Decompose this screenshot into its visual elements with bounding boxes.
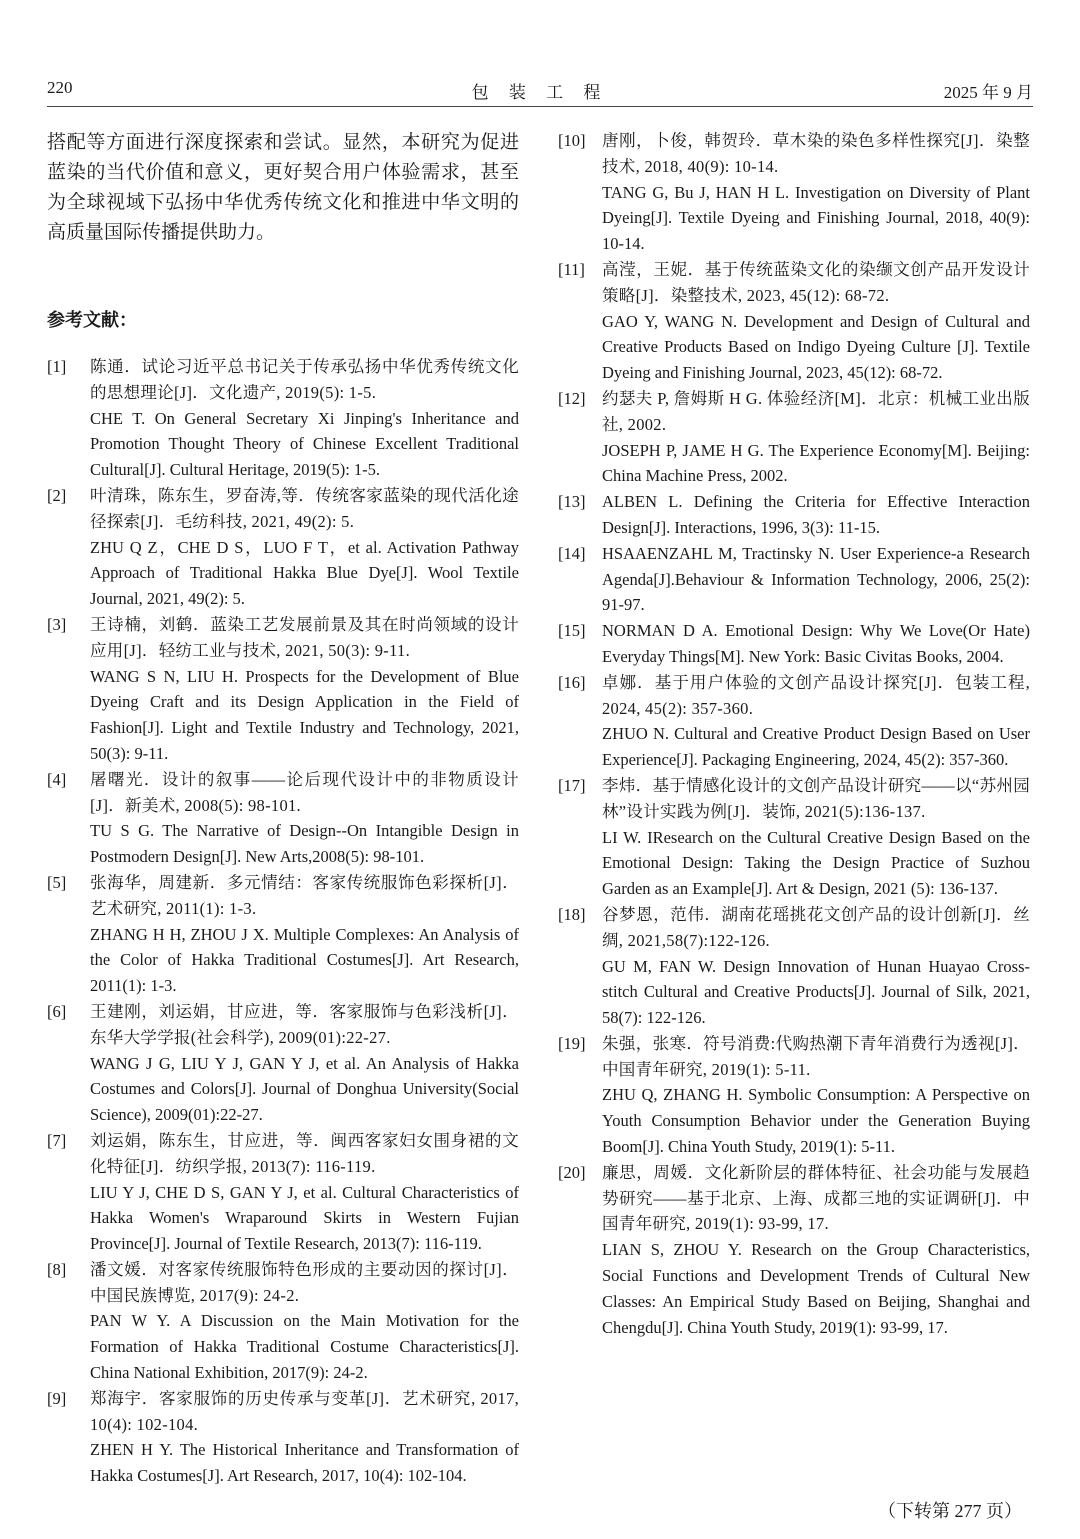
reference-english: TANG G, Bu J, HAN H L. Investigation on Diversity of Plant Dyeing[J]. Textile Dyeing and Finishing Journal, 2018, 40(9): 10-14. [602, 182, 1030, 254]
reference-number: [11] [558, 259, 585, 279]
reference-chinese: 朱强，张寒．符号消费:代购热潮下青年消费行为透视[J]．中国青年研究, 2019(1): 5-11. [602, 1033, 1030, 1079]
reference-english: WANG S N, LIU H. Prospects for the Development of Blue Dyeing Craft and its Design Application in the Field of Fashion[J]. Light and Textile Industry and Technology, 2021, 50(3): 9-11. [90, 666, 519, 763]
page-header [47, 76, 1033, 107]
references-list-right [558, 128, 1030, 1340]
reference-number: [14] [558, 543, 586, 563]
reference-english: LI W. IResearch on the Cultural Creative Design Based on the Emotional Design: Taking the Design Practice of Suzhou Garden as an Example[J]. Art & Design, 2021 (5): 136-137. [602, 827, 1030, 899]
reference-english: NORMAN D A. Emotional Design: Why We Love(Or Hate) Everyday Things[M]. New York: Basic Civitas Books, 2004. [602, 621, 1030, 666]
reference-number: [12] [558, 388, 586, 408]
reference-item [558, 257, 1030, 386]
reference-english: GU M, FAN W. Design Innovation of Hunan Huayao Cross-stitch Cultural and Creative Products[J]. Journal of Silk, 2021, 58(7): 122-126. [602, 956, 1030, 1028]
continued-note: （下转第 277 页） [878, 1501, 1022, 1521]
reference-number: [4] [47, 769, 67, 789]
reference-english: LIU Y J, CHE D S, GAN Y J, et al. Cultural Characteristics of Hakka Women's Wraparound Skirts in Western Fujian Province[J]. Journal of Textile Research, 2013(7): 116-119. [90, 1182, 519, 1254]
reference-english: ALBEN L. Defining the Criteria for Effective Interaction Design[J]. Interactions, 1996, 3(3): 11-15. [602, 492, 1030, 537]
reference-english: CHE T. On General Secretary Xi Jinping's Inheritance and Promotion Thought Theory of Chinese Excellent Traditional Cultural[J]. Cultural Heritage, 2019(5): 1-5. [90, 408, 519, 480]
reference-number: [1] [47, 357, 67, 376]
reference-item [47, 999, 519, 1128]
reference-english: HSAAENZAHL M, Tractinsky N. User Experience-a Research Agenda[J].Behaviour & Information Technology, 2006, 25(2): 91-97. [602, 543, 1030, 615]
reference-item [47, 612, 519, 767]
reference-item [47, 870, 519, 999]
reference-chinese: 刘运娟，陈东生，甘应进，等．闽西客家妇女围身裙的文化特征[J]．纺织学报, 2013(7): 116-119. [90, 1130, 519, 1176]
left-column [47, 128, 519, 1489]
reference-number: [3] [47, 614, 67, 634]
reference-number: [2] [47, 485, 67, 505]
reference-chinese: 屠曙光．设计的叙事——论后现代设计中的非物质设计[J]．新美术, 2008(5): 98-101. [90, 769, 519, 815]
reference-item [558, 386, 1030, 489]
reference-chinese: 郑海宇．客家服饰的历史传承与变革[J]．艺术研究, 2017, 10(4): 102-104. [90, 1388, 519, 1434]
reference-chinese: 王诗楠，刘鹤．蓝染工艺发展前景及其在时尚领域的设计应用[J]．轻纺工业与技术, 2021, 50(3): 9-11. [90, 614, 519, 660]
reference-chinese: 唐刚，卜俊，韩贺玲．草木染的染色多样性探究[J]．染整技术, 2018, 40(9): 10-14. [602, 131, 1030, 176]
reference-number: [10] [558, 131, 586, 150]
references-heading: 参考文献： [47, 310, 137, 331]
reference-english: ZHU Q, ZHANG H. Symbolic Consumption: A Perspective on Youth Consumption Behavior under the Generation Buying Boom[J]. China Youth Study, 2019(1): 5-11. [602, 1085, 1030, 1157]
reference-item [558, 902, 1030, 1031]
reference-english: PAN W Y. A Discussion on the Main Motivation for the Formation of Hakka Traditional Costume Characteristics[J]. China National Exhibition, 2017(9): 24-2. [90, 1311, 519, 1383]
reference-item [558, 618, 1030, 670]
page-number: 220 [47, 78, 73, 97]
reference-english: ZHEN H Y. The Historical Inheritance and Transformation of Hakka Costumes[J]. Art Research, 2017, 10(4): 102-104. [90, 1440, 519, 1486]
reference-number: [7] [47, 1130, 67, 1150]
reference-number: [18] [558, 904, 586, 924]
reference-item [558, 1160, 1030, 1341]
reference-chinese: 陈通．试论习近平总书记关于传承弘扬中华优秀传统文化的思想理论[J]．文化遗产, 2019(5): 1-5. [90, 357, 519, 402]
reference-number: [16] [558, 672, 586, 692]
reference-chinese: 约瑟夫 P, 詹姆斯 H G. 体验经济[M]．北京：机械工业出版社, 2002. [602, 388, 1030, 434]
reference-english: LIAN S, ZHOU Y. Research on the Group Characteristics, Social Functions and Development Trends of Cultural New Classes: An Empirical Study Based on Beijing, Shanghai and Chengdu[J]. China Youth Study, 2019(1): 93-99, 17. [602, 1240, 1030, 1337]
journal-title: 包 装 工 程 [471, 83, 609, 102]
reference-english: TU S G. The Narrative of Design--On Intangible Design in Postmodern Design[J]. New Arts,2008(5): 98-101. [90, 821, 519, 867]
reference-english: JOSEPH P, JAME H G. The Experience Economy[M]. Beijing: China Machine Press, 2002. [602, 440, 1030, 486]
reference-number: [20] [558, 1162, 586, 1182]
reference-english: WANG J G, LIU Y J, GAN Y J, et al. An Analysis of Hakka Costumes and Colors[J]. Journal of Donghua University(Social Science), 2009(01):22-27. [90, 1053, 519, 1125]
reference-item [558, 128, 1030, 257]
reference-item [558, 541, 1030, 618]
reference-number: [9] [47, 1388, 67, 1408]
issue-date: 2025 年 9 月 [943, 83, 1033, 102]
reference-item [47, 1386, 519, 1489]
reference-item [47, 1128, 519, 1257]
reference-chinese: 叶清珠，陈东生，罗奋涛,等．传统客家蓝染的现代活化途径探索[J]．毛纺科技, 2021, 49(2): 5. [90, 485, 519, 531]
reference-number: [5] [47, 872, 67, 892]
reference-item [47, 767, 519, 870]
reference-number: [13] [558, 492, 586, 512]
reference-chinese: 卓娜．基于用户体验的文创产品设计探究[J]．包装工程, 2024, 45(2): 357-360. [602, 672, 1030, 718]
reference-chinese: 王建刚，刘运娟，甘应进，等．客家服饰与色彩浅析[J]．东华大学学报(社会科学), 2009(01):22-27. [90, 1001, 519, 1047]
reference-item [558, 489, 1030, 541]
reference-english: ZHU Q Z，CHE D S，LUO F T，et al. Activation Pathway Approach of Traditional Hakka Blue Dye[J]. Wool Textile Journal, 2021, 49(2): 5. [90, 537, 519, 609]
reference-number: [6] [47, 1001, 67, 1021]
reference-item [47, 354, 519, 483]
reference-chinese: 潘文媛．对客家传统服饰特色形成的主要动因的探讨[J]．中国民族博览, 2017(9): 24-2. [90, 1259, 519, 1305]
reference-number: [15] [558, 621, 586, 641]
reference-chinese: 高滢，王妮．基于传统蓝染文化的染缬文创产品开发设计策略[J]．染整技术, 2023, 45(12): 68-72. [602, 259, 1030, 305]
references-list-left [47, 354, 519, 1489]
reference-chinese: 李炜．基于情感化设计的文创产品设计研究——以“苏州园林”设计实践为例[J]．装饰, 2021(5):136-137. [602, 775, 1030, 821]
right-column [558, 128, 1030, 1340]
reference-chinese: 廉思，周媛．文化新阶层的群体特征、社会功能与发展趋势研究——基于北京、上海、成都三地的实证调研[J]．中国青年研究, 2019(1): 93-99, 17. [602, 1162, 1030, 1234]
reference-english: GAO Y, WANG N. Development and Design of Cultural and Creative Products Based on Indigo Dyeing Culture [J]. Textile Dyeing and Finishing Journal, 2023, 45(12): 68-72. [602, 311, 1030, 383]
reference-item [558, 773, 1030, 902]
reference-english: ZHANG H H, ZHOU J X. Multiple Complexes: An Analysis of the Color of Hakka Traditional Costumes[J]. Art Research, 2011(1): 1-3. [90, 924, 519, 996]
reference-chinese: 谷梦恩，范伟．湖南花瑶挑花文创产品的设计创新[J]．丝绸, 2021,58(7):122-126. [602, 904, 1030, 950]
reference-english: ZHUO N. Cultural and Creative Product Design Based on User Experience[J]. Packaging Engineering, 2024, 45(2): 357-360. [602, 724, 1030, 770]
reference-number: [19] [558, 1033, 586, 1053]
reference-number: [8] [47, 1259, 67, 1279]
reference-item [47, 1257, 519, 1386]
reference-item [47, 483, 519, 612]
reference-number: [17] [558, 775, 586, 795]
reference-chinese: 张海华，周建新．多元情结：客家传统服饰色彩探析[J]．艺术研究, 2011(1): 1-3. [90, 872, 519, 918]
reference-item [558, 670, 1030, 773]
intro-paragraph: 搭配等方面进行深度探索和尝试。显然，本研究为促进蓝染的当代价值和意义，更好契合用户体验需求，甚至为全球视域下弘扬中华优秀传统文化和推进中华文明的高质量国际传播提供助力。 [47, 132, 519, 243]
reference-item [558, 1031, 1030, 1160]
